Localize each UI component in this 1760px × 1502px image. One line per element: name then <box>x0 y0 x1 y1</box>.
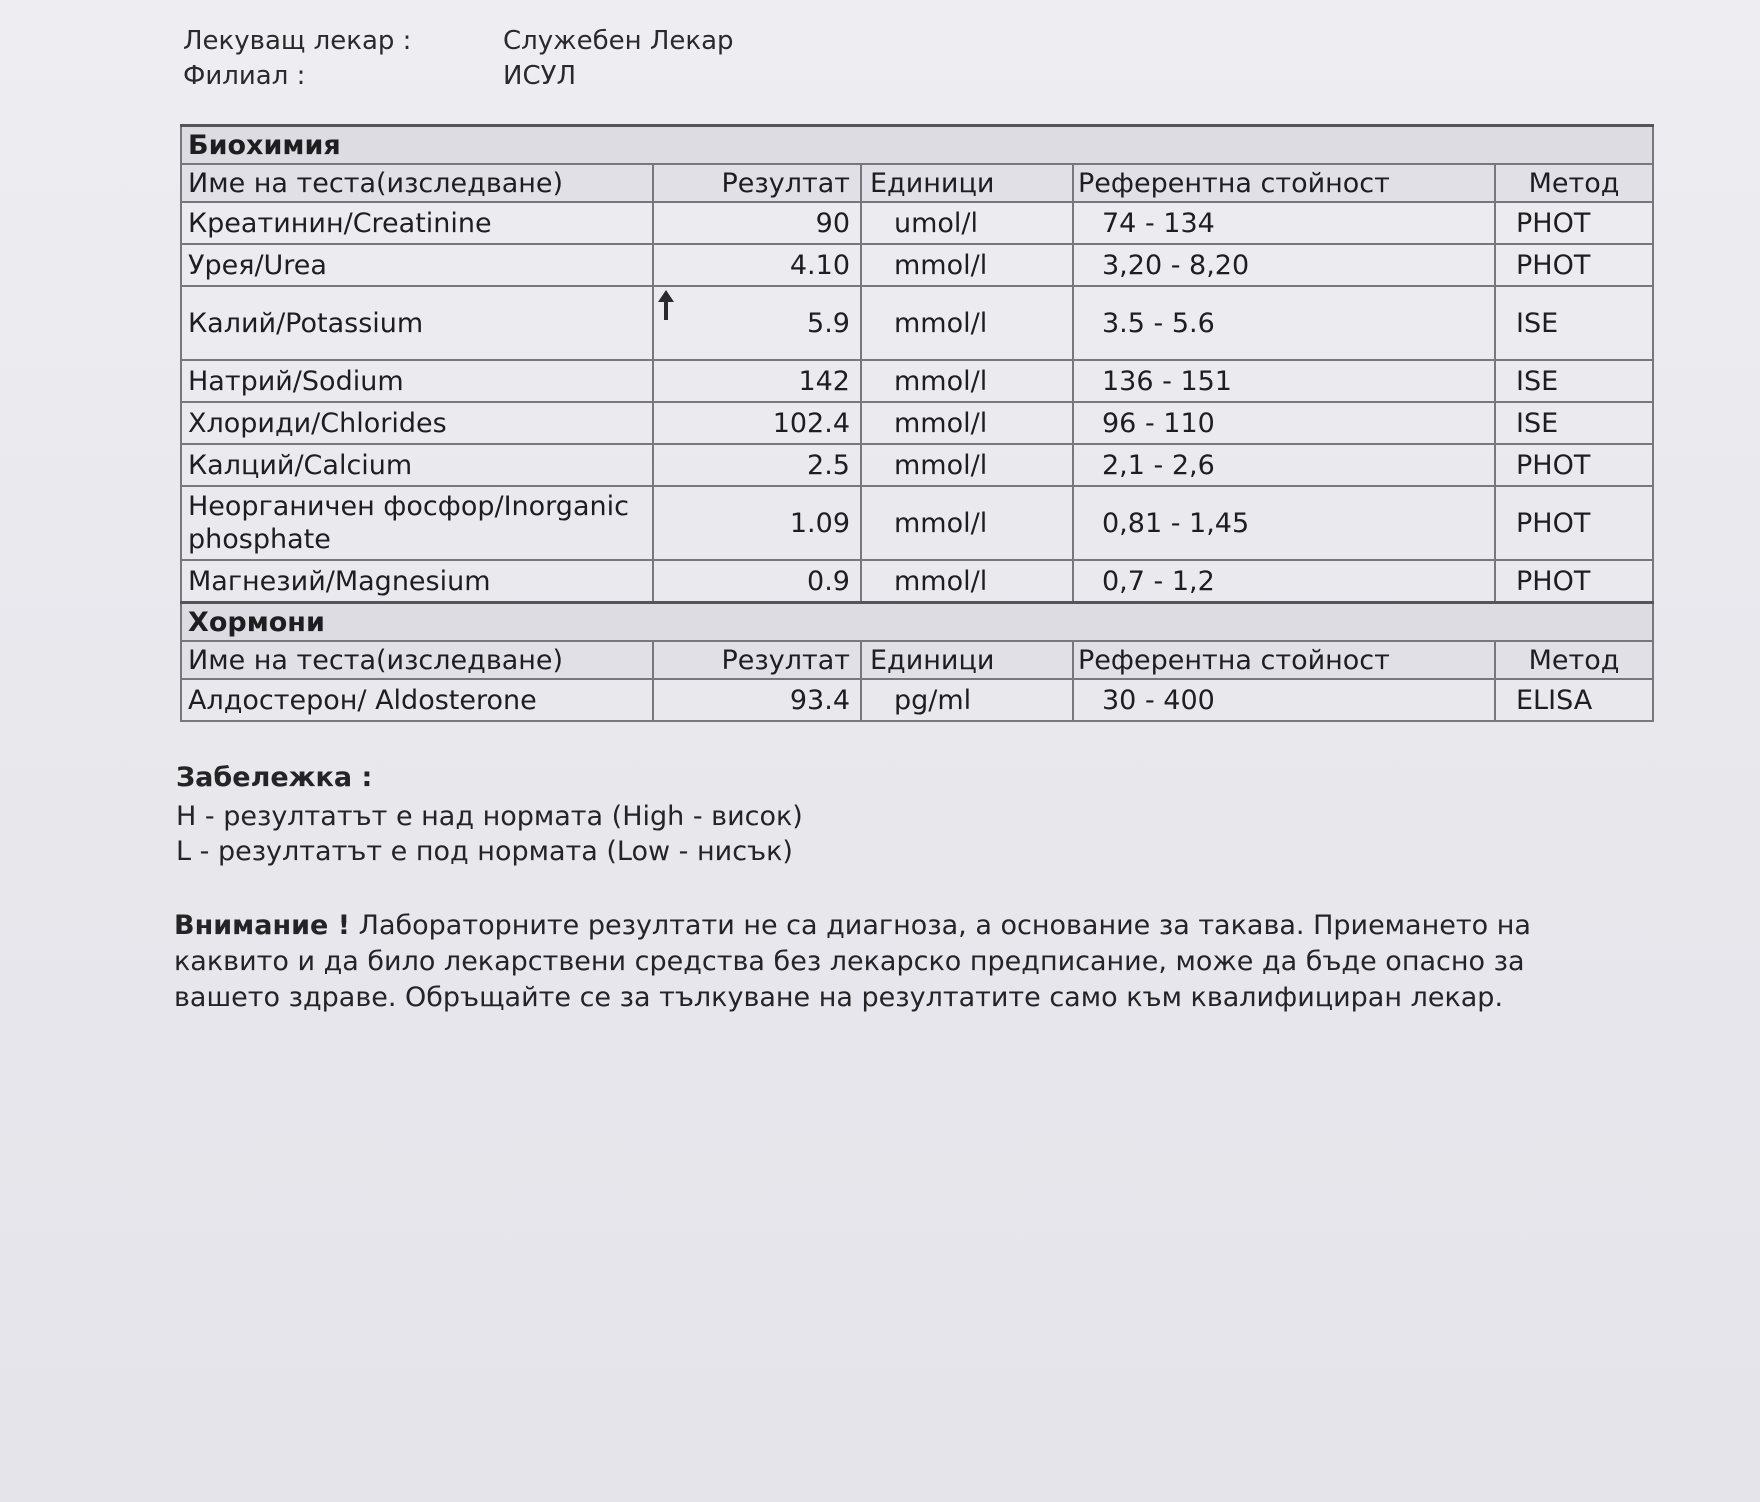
cell-units: mmol/l <box>861 244 1073 286</box>
cell-name: Калий/Potassium <box>181 286 653 360</box>
cell-units: mmol/l <box>861 486 1073 560</box>
column-header-row <box>181 164 1653 202</box>
column-header-result: Резултат <box>653 164 861 202</box>
doctor-value: Служебен Лекар <box>503 26 734 56</box>
doctor-row <box>183 24 734 59</box>
cell-method: ISE <box>1495 286 1653 360</box>
section-title: Хормони <box>181 603 1653 642</box>
doctor-label: Лекуващ лекар : <box>183 26 412 56</box>
header-info <box>183 24 734 94</box>
cell-method: PHOT <box>1495 244 1653 286</box>
column-header-reference: Референтна стойност <box>1073 641 1495 679</box>
warning-block <box>174 908 1594 1016</box>
cell-name: Натрий/Sodium <box>181 360 653 402</box>
cell-units: pg/ml <box>861 679 1073 721</box>
note-high-line: H - резултатът е над нормата (High - висок) <box>176 801 803 832</box>
column-header-units: Единици <box>861 641 1073 679</box>
column-header-reference: Референтна стойност <box>1073 164 1495 202</box>
column-header-row <box>181 641 1653 679</box>
cell-name: Креатинин/Creatinine <box>181 202 653 244</box>
column-header-method: Метод <box>1495 164 1653 202</box>
cell-reference: 0,7 - 1,2 <box>1073 560 1495 603</box>
column-header-method: Метод <box>1495 641 1653 679</box>
cell-units: mmol/l <box>861 560 1073 603</box>
cell-result: 5.9 <box>653 286 861 360</box>
cell-result: 1.09 <box>653 486 861 560</box>
cell-method: PHOT <box>1495 486 1653 560</box>
table-row <box>181 202 1653 244</box>
cell-reference: 136 - 151 <box>1073 360 1495 402</box>
cell-method: PHOT <box>1495 560 1653 603</box>
table-row <box>181 244 1653 286</box>
cell-reference: 30 - 400 <box>1073 679 1495 721</box>
table-row <box>181 679 1653 721</box>
cell-name: Урея/Urea <box>181 244 653 286</box>
table-row <box>181 360 1653 402</box>
cell-result: 90 <box>653 202 861 244</box>
table-row <box>181 402 1653 444</box>
high-flag-arrow-icon <box>657 290 675 320</box>
cell-reference: 2,1 - 2,6 <box>1073 444 1495 486</box>
cell-reference: 3.5 - 5.6 <box>1073 286 1495 360</box>
cell-reference: 74 - 134 <box>1073 202 1495 244</box>
branch-label: Филиал : <box>183 61 306 91</box>
cell-units: umol/l <box>861 202 1073 244</box>
cell-reference: 96 - 110 <box>1073 402 1495 444</box>
cell-method: ISE <box>1495 360 1653 402</box>
cell-reference: 0,81 - 1,45 <box>1073 486 1495 560</box>
cell-result: 2.5 <box>653 444 861 486</box>
cell-result: 4.10 <box>653 244 861 286</box>
cell-method: PHOT <box>1495 444 1653 486</box>
section-header-row <box>181 126 1653 165</box>
cell-method: ISE <box>1495 402 1653 444</box>
cell-name: Алдостерон/ Aldosterone <box>181 679 653 721</box>
table-row <box>181 560 1653 603</box>
cell-name: Хлориди/Chlorides <box>181 402 653 444</box>
table-row <box>181 444 1653 486</box>
section-title: Биохимия <box>181 126 1653 165</box>
column-header-result: Резултат <box>653 641 861 679</box>
section-header-row <box>181 603 1653 642</box>
cell-result: 0.9 <box>653 560 861 603</box>
cell-name: Неорганичен фосфор/Inorganic phosphate <box>181 486 653 560</box>
cell-units: mmol/l <box>861 402 1073 444</box>
cell-result: 93.4 <box>653 679 861 721</box>
cell-result: 142 <box>653 360 861 402</box>
branch-row <box>183 59 734 94</box>
table-row <box>181 486 1653 560</box>
table-row <box>181 286 1653 360</box>
cell-units: mmol/l <box>861 286 1073 360</box>
cell-method: ELISA <box>1495 679 1653 721</box>
cell-name: Калций/Calcium <box>181 444 653 486</box>
note-title: Забележка : <box>176 762 373 793</box>
branch-value: ИСУЛ <box>503 61 576 91</box>
warning-text: Лабораторните резултати не са диагноза, а основание за такава. Приемането на каквито и да било лекарствени средства без лекарско предписание, може да бъде опасно за вашето здраве. Обръщайте се за тълкуване на резултатите само към квалифициран лекар. <box>174 910 1531 1013</box>
note-block <box>176 760 803 869</box>
cell-reference: 3,20 - 8,20 <box>1073 244 1495 286</box>
cell-name: Магнезий/Magnesium <box>181 560 653 603</box>
results-table <box>180 124 1654 722</box>
column-header-name: Име на теста(изследване) <box>181 164 653 202</box>
cell-result: 102.4 <box>653 402 861 444</box>
column-header-units: Единици <box>861 164 1073 202</box>
warning-title: Внимание ! <box>174 910 351 941</box>
cell-units: mmol/l <box>861 444 1073 486</box>
cell-method: PHOT <box>1495 202 1653 244</box>
column-header-name: Име на теста(изследване) <box>181 641 653 679</box>
cell-units: mmol/l <box>861 360 1073 402</box>
note-low-line: L - резултатът е под нормата (Low - нисък) <box>176 836 793 867</box>
